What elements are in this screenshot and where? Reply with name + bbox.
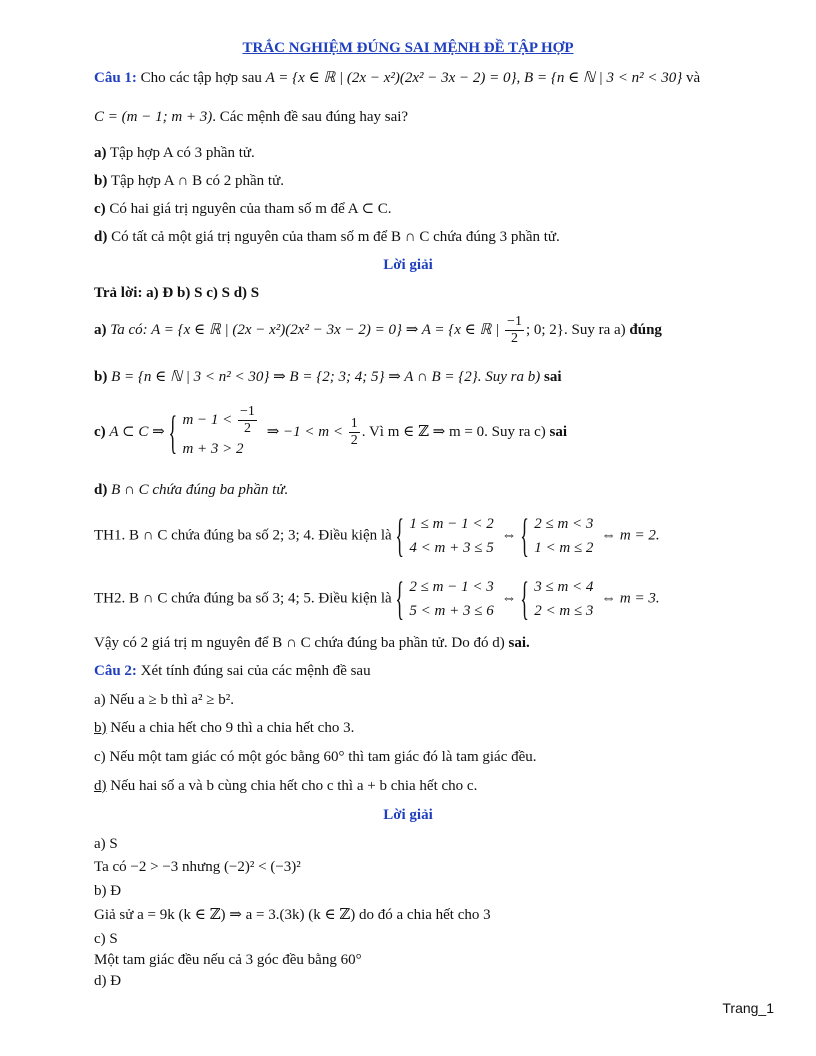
q2-c-text: Nếu một tam giác có một góc bằng 60° thì tam giác đó là tam giác đều. — [109, 749, 537, 765]
q1-case-2: TH2. B ∩ C chứa đúng ba số 3; 4; 5. Điều kiện là { 2 ≤ m − 1 < 3 5 < m + 3 ≤ 6 ⇔ { 3 ≤ m < 4 2 < m ≤ 3 ⇔ m = 3. — [94, 575, 660, 623]
q1-sol-d-label: d) — [94, 482, 108, 498]
q1-set-b: B = {n ∈ ℕ | 3 < n² < 30} — [524, 70, 683, 86]
q2-c-label: c) — [94, 749, 106, 765]
q1-sol-a-fraction — [505, 314, 524, 347]
q2-statement-a — [94, 690, 234, 710]
q1-sol-c-sys2: m + 3 > 2 — [182, 441, 244, 457]
q1-sol-b-verdict: sai — [543, 369, 562, 385]
q1-sol-a-rest: ; 0; 2}. Suy ra a) — [525, 321, 626, 338]
q2-b-label: b) — [94, 720, 107, 736]
q1-sol-a-label: a) — [94, 321, 107, 338]
q1-sol-c-num: 1 — [350, 416, 358, 431]
q1-stem-line1: Câu 1: Cho các tập hợp sau A = {x ∈ ℝ | (2x − x²)(2x² − 3x − 2) = 0}, B = {n ∈ ℕ | 3 < n² < 30} và — [94, 70, 701, 86]
q1-th2-system-1 — [399, 575, 493, 623]
q1-sol-c-sys1-den: 2 — [243, 421, 251, 436]
q2-stem-text: Xét tính đúng sai của các mệnh đề sau — [140, 663, 371, 679]
q1-b-text: Tập hợp A ∩ B có 2 phần tử. — [110, 173, 284, 189]
q1-statement-c — [94, 199, 392, 219]
q1-th2-s2b: 2 < m ≤ 3 — [534, 603, 594, 619]
q1-sol-c-label: c) — [94, 423, 106, 440]
q2-statement-b — [94, 718, 354, 738]
q1-a-text: Tập hợp A có 3 phần tử. — [109, 145, 255, 161]
q2-a-label: a) — [94, 692, 106, 708]
q1-th1-s1a: { 1 ≤ m − 1 < 2 — [409, 516, 494, 532]
q2-a-text: Nếu a ≥ b thì a² ≥ b². — [109, 692, 235, 708]
q1-solution-b — [94, 367, 562, 387]
q1-sol-c-post: . Vì m ∈ ℤ ⇒ m = 0. Suy ra c) — [361, 423, 546, 440]
q1-th2-s1a: { 2 ≤ m − 1 < 3 — [409, 579, 494, 595]
q1-sol-c-sys1-fraction — [238, 404, 257, 437]
q1-sol-c-sys1: m − 1 < — [182, 411, 233, 428]
q1-solution-c — [94, 404, 567, 461]
q1-sol-c-verdict: sai — [549, 423, 568, 440]
q1-solution-a — [94, 314, 662, 347]
q1-th2-result: ⇔ m = 3. — [601, 590, 660, 607]
q1-stem-line2 — [94, 107, 408, 127]
q2-sol-d: d) Đ — [94, 973, 122, 989]
q1-th1-system-2 — [524, 512, 593, 560]
q1-stem-b: . Các mệnh đề sau đúng hay sai? — [212, 109, 409, 125]
q1-sol-c-mid: ⇒ −1 < m < — [266, 423, 343, 440]
q1-th2-s1b: 5 < m + 3 ≤ 6 — [409, 603, 494, 619]
q1-th1-result: ⇔ m = 2. — [601, 527, 660, 544]
q1-statement-d — [94, 227, 560, 247]
q1-sol-b-text: B = {n ∈ ℕ | 3 < n² < 30} ⇒ B = {2; 3; 4; 5} ⇒ A ∩ B = {2}. Suy ra b) — [111, 369, 541, 385]
q1-solution-title: Lời giải — [383, 257, 433, 273]
q1-th1-pre: TH1. B ∩ C chứa đúng ba số 2; 3; 4. Điều kiện là — [94, 527, 392, 544]
q1-a-label: a) — [94, 145, 107, 161]
q1-sol-a-num: −1 — [507, 314, 522, 329]
q1-th2-system-2 — [524, 575, 593, 623]
q1-th1-s1b: 4 < m + 3 ≤ 5 — [409, 540, 494, 556]
q1-set-a: A = {x ∈ ℝ | (2x − x²)(2x² − 3x − 2) = 0} — [265, 70, 517, 86]
q1-label: Câu 1: — [94, 70, 137, 86]
q1-sol-c-fraction — [349, 416, 360, 449]
q1-sol-c-pre: A ⊂ C ⇒ — [109, 423, 165, 440]
q1-sol-b-label: b) — [94, 369, 108, 385]
q1-th2-pre: TH2. B ∩ C chứa đúng ba số 3; 4; 5. Điều kiện là — [94, 590, 392, 607]
q1-th1-system-1 — [399, 512, 493, 560]
q2-label: Câu 2: — [94, 663, 137, 679]
q1-set-c: C = (m − 1; m + 3) — [94, 109, 213, 125]
q2-sol-a-text: Ta có −2 > −3 nhưng (−2)² < (−3)² — [94, 859, 301, 875]
q1-case-1: TH1. B ∩ C chứa đúng ba số 2; 3; 4. Điều kiện là { 1 ≤ m − 1 < 2 4 < m + 3 ≤ 5 ⇔ { 2 ≤ m < 3 1 < m ≤ 2 ⇔ m = 2. — [94, 512, 660, 560]
q1-statement-b — [94, 171, 284, 191]
q2-stem — [94, 661, 371, 681]
page-title: TRẮC NGHIỆM ĐÚNG SAI MỆNH ĐỀ TẬP HỢP — [242, 40, 574, 56]
q1-solution-d — [94, 480, 288, 500]
q1-stem-a: Cho các tập hợp sau — [140, 70, 262, 86]
q1-and: và — [686, 70, 701, 86]
q1-d-text: Có tất cả một giá trị nguyên của tham số m để B ∩ C chứa đúng 3 phần tử. — [111, 229, 560, 245]
q2-b-text: Nếu a chia hết cho 9 thì a chia hết cho 3. — [110, 720, 355, 736]
q1-sol-c-den: 2 — [350, 433, 358, 448]
q1-statement-a — [94, 143, 255, 163]
q1-d-label: d) — [94, 229, 108, 245]
q2-sol-b-text: Giả sử a = 9k (k ∈ ℤ) ⇒ a = 3.(3k) (k ∈ ℤ) do đó a chia hết cho 3 — [94, 907, 491, 923]
q1-th2-s2a: { 3 ≤ m < 4 — [534, 579, 594, 595]
q1-b-label: b) — [94, 173, 108, 189]
q1-conclusion-text: Vậy có 2 giá trị m nguyên để B ∩ C chứa đúng ba phần tử. Do đó d) — [94, 635, 505, 651]
q1-th1-s2a: { 2 ≤ m < 3 — [534, 516, 594, 532]
q1-conclusion-verdict: sai. — [508, 635, 530, 651]
q2-statement-c — [94, 747, 537, 767]
page-number: Trang_1 — [722, 1000, 774, 1016]
q1-th1-s2b: 1 < m ≤ 2 — [534, 540, 594, 556]
q1-c-label: c) — [94, 201, 106, 217]
q2-solution-title: Lời giải — [383, 807, 433, 823]
q2-sol-c: c) S — [94, 931, 118, 947]
q1-sol-a-den: 2 — [511, 331, 518, 346]
q1-conclusion — [94, 633, 530, 653]
q2-sol-a: a) S — [94, 836, 118, 852]
q1-c-text: Có hai giá trị nguyên của tham số m để A ⊂ C. — [109, 201, 392, 217]
q1-sol-a-text: Ta có: A = {x ∈ ℝ | (2x − x²)(2x² − 3x − 2) = 0} ⇒ A = {x ∈ ℝ | — [110, 321, 500, 338]
q2-sol-b: b) Đ — [94, 883, 122, 899]
q1-sol-c-system — [172, 404, 258, 461]
q2-sol-c-text: Một tam giác đều nếu cả 3 góc đều bằng 60° — [94, 952, 362, 968]
q1-answer: Trả lời: a) Đ b) S c) S d) S — [94, 285, 260, 301]
q1-sol-d-text: B ∩ C chứa đúng ba phần tử. — [111, 482, 289, 498]
q2-d-text: Nếu hai số a và b cùng chia hết cho c thì a + b chia hết cho c. — [110, 778, 478, 794]
q2-d-label: d) — [94, 778, 107, 794]
q1-sol-c-sys1-num: −1 — [240, 404, 255, 419]
q2-statement-d — [94, 776, 477, 796]
q1-sol-a-verdict: đúng — [629, 321, 662, 338]
